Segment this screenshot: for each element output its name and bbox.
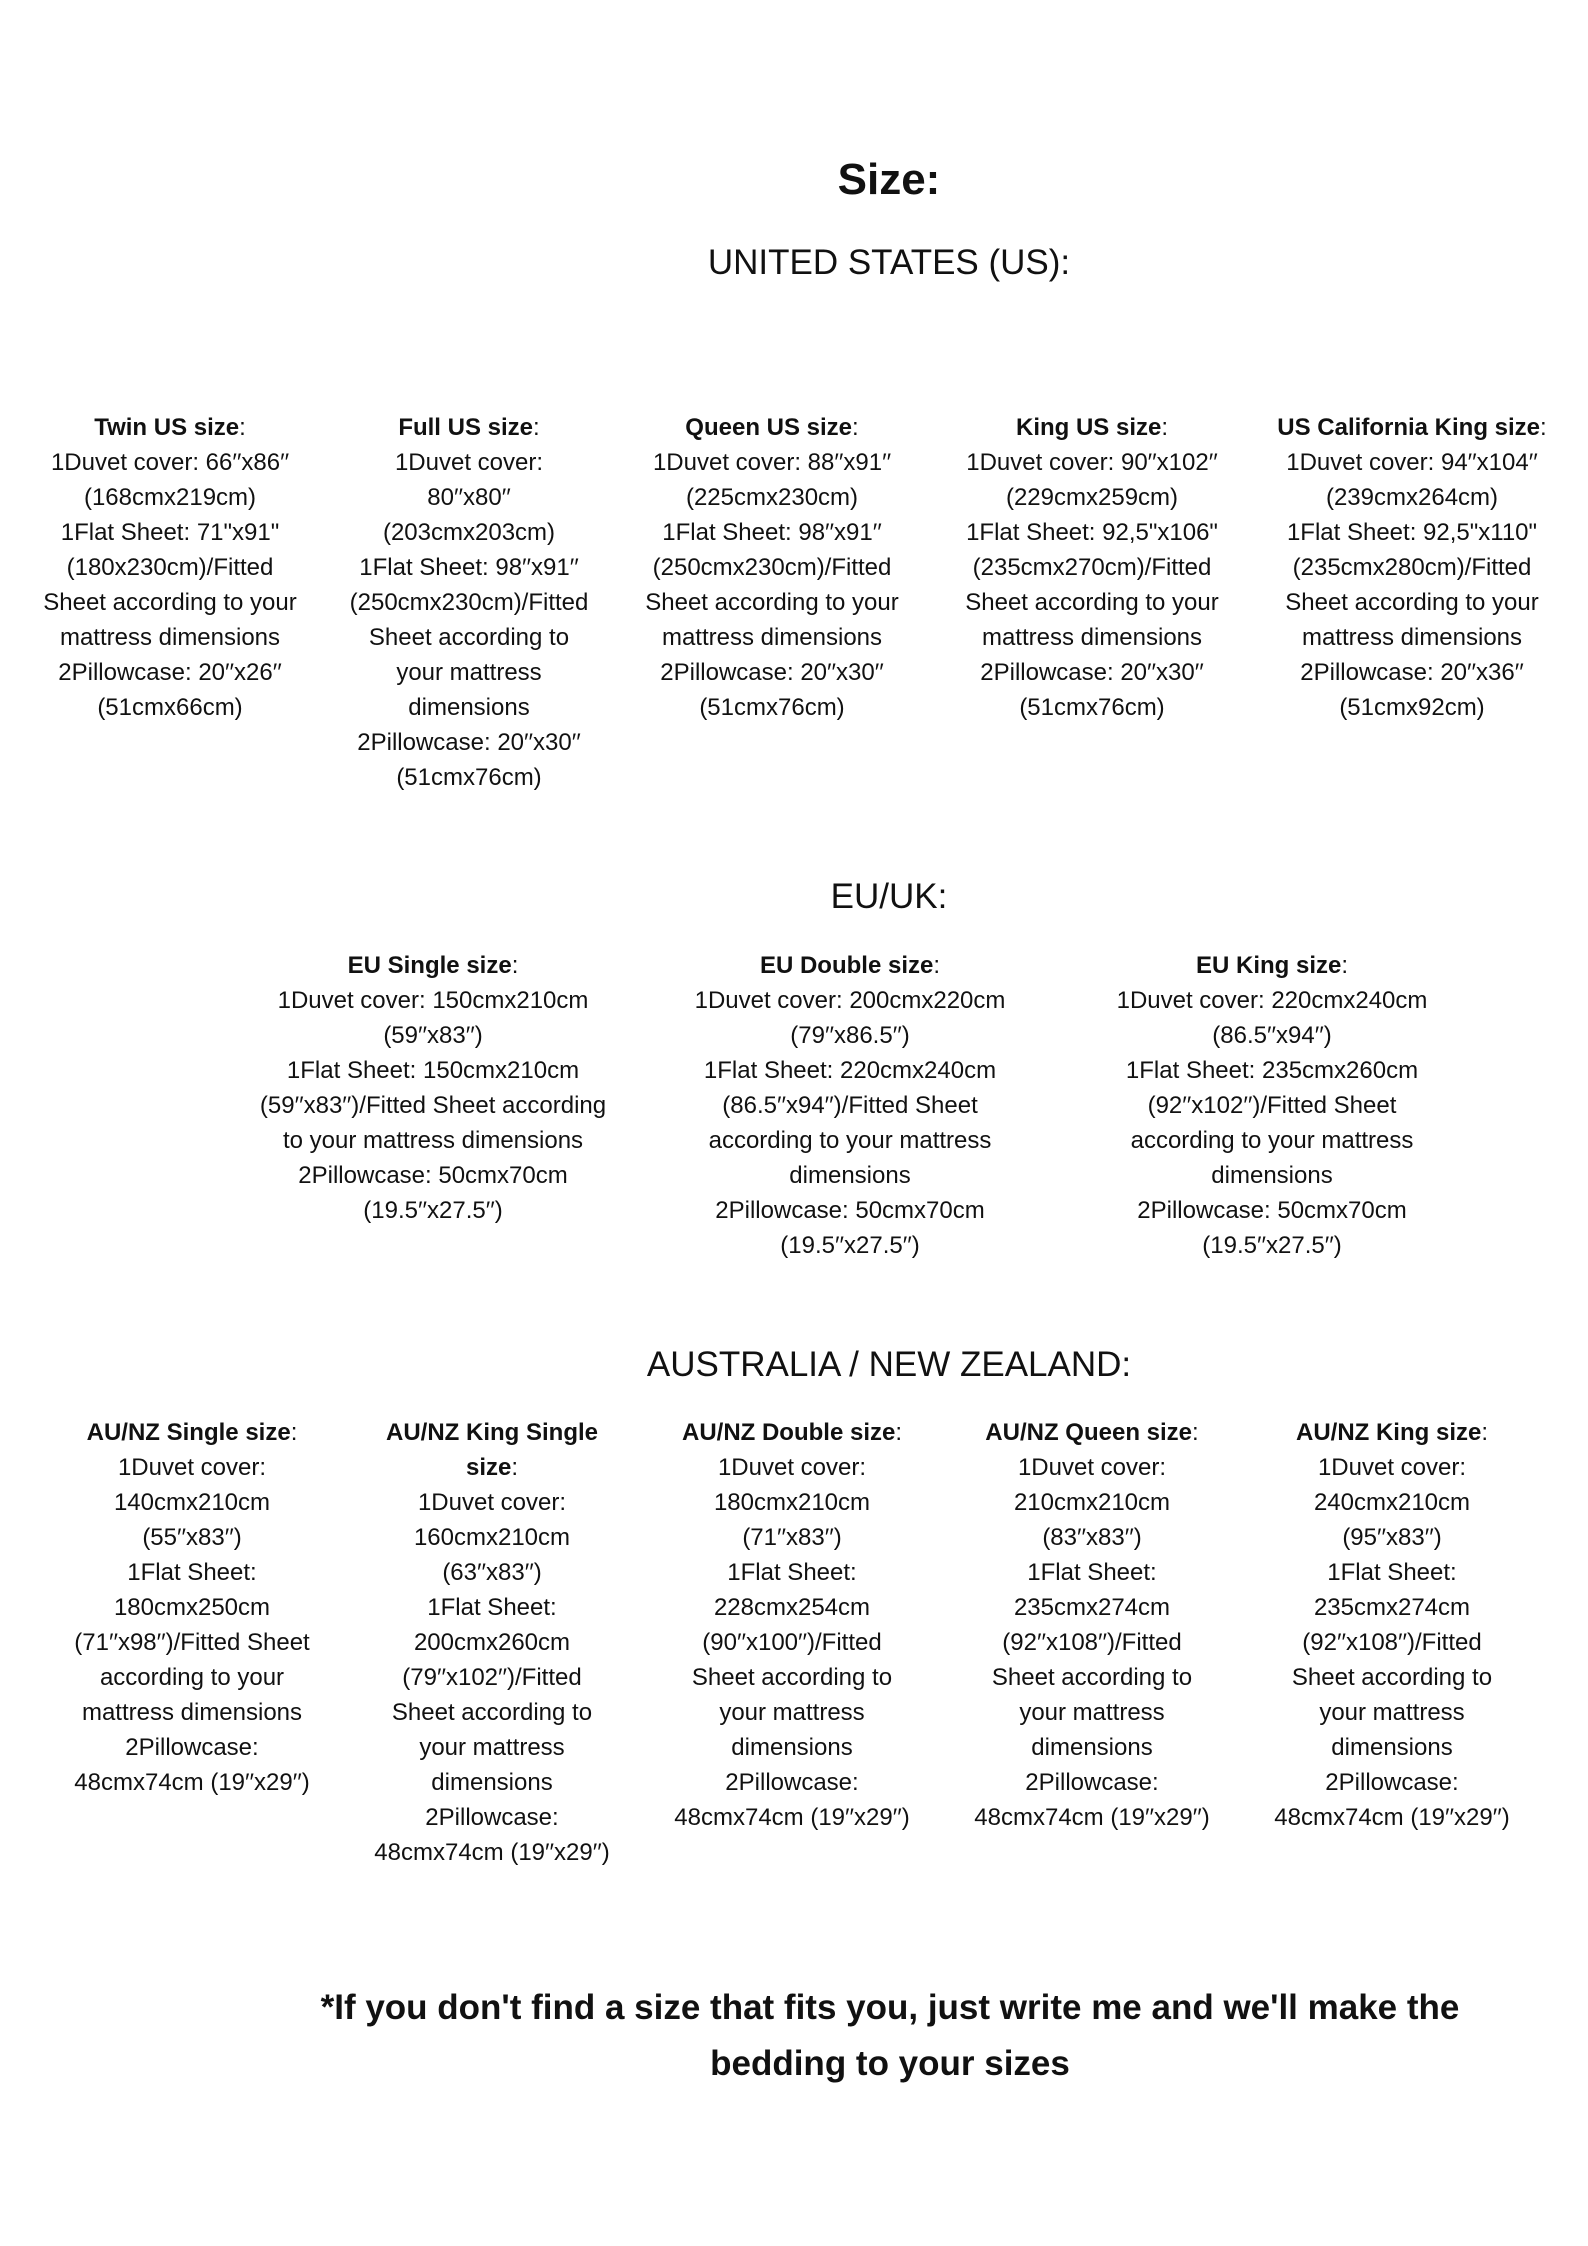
size-name-line [1262, 410, 1562, 445]
size-detail-line: 1Duvet cover: [1317, 1454, 1467, 1481]
size-name-line [670, 948, 1030, 983]
footnote-line-1: *If you don't find a size that fits you, just write me and we'll make the [320, 1988, 1460, 2027]
size-detail-line: (59′′x83′′) [383, 1022, 483, 1049]
size-detail-line: 2Pillowcase: [425, 1804, 559, 1831]
size-detail-line: 210cmx210cm [1013, 1489, 1171, 1516]
size-detail-line: 1Duvet cover: [417, 1489, 567, 1516]
size-name-line [942, 410, 1242, 445]
size-name: EU Double size [759, 952, 934, 979]
size-name: King US size [1015, 414, 1162, 441]
size-name-suffix: : [933, 952, 941, 979]
size-detail-line: your mattress [719, 1699, 865, 1726]
size-detail-line: 48cmx74cm (19′′x29′′) [74, 1769, 310, 1796]
size-detail-line: 1Duvet cover: [717, 1454, 867, 1481]
size-detail-line: (51cmx92cm) [1339, 694, 1485, 721]
size-detail-line: 240cmx210cm [1313, 1489, 1471, 1516]
size-detail-line: 2Pillowcase: 50cmx70cm [715, 1197, 985, 1224]
size-detail-line: 235cmx274cm [1313, 1594, 1471, 1621]
size-name-line [228, 948, 638, 983]
size-detail-line: (90′′x100′′)/Fitted [702, 1629, 882, 1656]
size-name-suffix: : [1161, 414, 1169, 441]
size-name: AU/NZ Single size [86, 1419, 291, 1446]
size-detail-line: mattress dimensions [81, 1699, 303, 1726]
size-detail-line: (55′′x83′′) [142, 1524, 242, 1551]
size-detail-line: 1Duvet cover: 90′′x102′′ [966, 449, 1218, 476]
size-detail-line: 80′′x80′′ [427, 484, 511, 511]
size-detail-line: Sheet according to your [1285, 589, 1539, 616]
size-detail-line: your mattress [1019, 1699, 1165, 1726]
size-block-eu-king [1092, 948, 1452, 1263]
eu-section-heading: EU/UK: [830, 877, 948, 916]
size-detail-line: (203cmx203cm) [382, 519, 556, 546]
size-detail-line: (239cmx264cm) [1325, 484, 1499, 511]
size-detail-line: (235cmx280cm)/Fitted [1292, 554, 1532, 581]
size-detail-line: (86.5′′x94′′) [1212, 1022, 1332, 1049]
size-detail-line: 48cmx74cm (19′′x29′′) [1274, 1804, 1510, 1831]
size-detail-line: 228cmx254cm [713, 1594, 871, 1621]
size-detail-line: mattress dimensions [1301, 624, 1523, 651]
size-detail-line: (250cmx230cm)/Fitted [652, 554, 892, 581]
size-detail-line: (19.5′′x27.5′′) [1202, 1232, 1342, 1259]
size-name: Twin US size [94, 414, 240, 441]
size-detail-line: dimensions [731, 1734, 853, 1761]
size-detail-line: 1Duvet cover: [394, 449, 544, 476]
size-name-suffix: : [895, 1419, 903, 1446]
size-detail-line: your mattress [419, 1734, 565, 1761]
size-detail-line: 1Flat Sheet: 92,5"x110" [1286, 519, 1538, 546]
size-detail-line: 2Pillowcase: 20′′x26′′ [58, 659, 282, 686]
footnote-line-2: bedding to your sizes [710, 2044, 1070, 2083]
size-detail-line: Sheet according to [691, 1664, 893, 1691]
au-section-heading: AUSTRALIA / NEW ZEALAND: [646, 1345, 1132, 1384]
size-detail-line: 1Flat Sheet: 220cmx240cm [703, 1057, 997, 1084]
size-name-line [942, 1415, 1242, 1450]
size-detail-line: (235cmx270cm)/Fitted [972, 554, 1212, 581]
size-name-line [42, 1415, 342, 1450]
size-name-suffix: : [290, 1419, 298, 1446]
size-detail-line: 1Flat Sheet: 92,5"x106" [966, 519, 1218, 546]
size-detail-line: 2Pillowcase: [1025, 1769, 1159, 1796]
size-detail-line: Sheet according to your [43, 589, 297, 616]
size-detail-line: (51cmx76cm) [396, 764, 542, 791]
size-name-suffix: : [852, 414, 859, 441]
size-detail-line: (92′′x108′′)/Fitted [1302, 1629, 1482, 1656]
size-detail-line: your mattress [396, 659, 542, 686]
size-name-suffix: : [1341, 952, 1349, 979]
size-name: Full US size [398, 414, 534, 441]
size-detail-line: mattress dimensions [59, 624, 281, 651]
size-detail-line: dimensions [1031, 1734, 1153, 1761]
size-detail-line: 235cmx274cm [1013, 1594, 1171, 1621]
size-block-eu-double [670, 948, 1030, 1263]
size-name-suffix: : [1540, 414, 1547, 441]
size-detail-line: (51cmx76cm) [1019, 694, 1165, 721]
size-name-line [342, 1415, 642, 1450]
size-detail-line: (71′′x98′′)/Fitted Sheet [74, 1629, 310, 1656]
size-detail-line: 1Duvet cover: 88′′x91′′ [652, 449, 892, 476]
size-name-suffix: : [511, 952, 519, 979]
size-detail-line: (86.5′′x94′′)/Fitted Sheet [722, 1092, 978, 1119]
size-name-suffix: : [533, 414, 540, 441]
size-detail-line: (168cmx219cm) [83, 484, 257, 511]
size-detail-line: Sheet according to [991, 1664, 1193, 1691]
size-block-california-king-us [1262, 410, 1562, 725]
size-detail-line: (63′′x83′′) [442, 1559, 542, 1586]
size-detail-line: dimensions [789, 1162, 911, 1189]
size-detail-line: dimensions [1331, 1734, 1453, 1761]
size-detail-line: 2Pillowcase: 20′′x36′′ [1300, 659, 1524, 686]
size-detail-line: 1Flat Sheet: 235cmx260cm [1125, 1057, 1419, 1084]
size-detail-line: 1Duvet cover: [117, 1454, 267, 1481]
size-name-suffix: : [1192, 1419, 1199, 1446]
size-detail-line: (51cmx66cm) [97, 694, 243, 721]
size-detail-line: mattress dimensions [661, 624, 883, 651]
us-section-heading: UNITED STATES (US): [707, 243, 1071, 282]
size-name-line [342, 1450, 642, 1485]
size-name: AU/NZ Queen size [985, 1419, 1193, 1446]
size-name: AU/NZ Double size [681, 1419, 896, 1446]
size-detail-line: Sheet according to [368, 624, 570, 651]
size-name: Queen US size [685, 414, 853, 441]
size-detail-line: 1Flat Sheet: [1327, 1559, 1457, 1586]
size-detail-line: (51cmx76cm) [699, 694, 845, 721]
size-name-suffix: : [511, 1454, 519, 1481]
size-block-au-queen [942, 1415, 1242, 1835]
size-block-au-double [642, 1415, 942, 1835]
size-name-line [1242, 1415, 1542, 1450]
size-detail-line: according to your mattress [708, 1127, 992, 1154]
size-detail-line: (95′′x83′′) [1342, 1524, 1442, 1551]
size-block-au-king [1242, 1415, 1542, 1835]
size-detail-line: 160cmx210cm [413, 1524, 571, 1551]
size-block-queen-us [622, 410, 922, 725]
size-name: AU/NZ King size [1295, 1419, 1482, 1446]
size-detail-line: (180x230cm)/Fitted [66, 554, 274, 581]
size-detail-line: Sheet according to [391, 1699, 593, 1726]
size-detail-line: 2Pillowcase: 20′′x30′′ [980, 659, 1204, 686]
size-detail-line: 48cmx74cm (19′′x29′′) [674, 1804, 910, 1831]
size-detail-line: 2Pillowcase: [1325, 1769, 1459, 1796]
size-name: size [465, 1454, 512, 1481]
size-detail-line: Sheet according to [1291, 1664, 1493, 1691]
size-detail-line: to your mattress dimensions [282, 1127, 584, 1154]
size-detail-line: 1Flat Sheet: [1027, 1559, 1157, 1586]
size-detail-line: mattress dimensions [981, 624, 1203, 651]
size-name-suffix: : [239, 414, 246, 441]
size-block-king-us [942, 410, 1242, 725]
size-detail-line: 1Duvet cover: [1017, 1454, 1167, 1481]
size-block-full-us [328, 410, 610, 795]
size-detail-line: (225cmx230cm) [685, 484, 859, 511]
size-detail-line: 1Flat Sheet: [427, 1594, 557, 1621]
size-detail-line: 2Pillowcase: 50cmx70cm [1137, 1197, 1407, 1224]
size-detail-line: (79′′x102′′)/Fitted [402, 1664, 582, 1691]
size-detail-line: 1Flat Sheet: [127, 1559, 257, 1586]
size-detail-line: (83′′x83′′) [1042, 1524, 1142, 1551]
size-name: EU King size [1195, 952, 1342, 979]
size-detail-line: 2Pillowcase: [125, 1734, 259, 1761]
size-detail-line: 1Duvet cover: 220cmx240cm [1116, 987, 1428, 1014]
size-detail-line: 2Pillowcase: 20′′x30′′ [357, 729, 581, 756]
size-detail-line: according to your mattress [1130, 1127, 1414, 1154]
size-detail-line: (79′′x86.5′′) [790, 1022, 910, 1049]
size-name-line [622, 410, 922, 445]
size-detail-line: (229cmx259cm) [1005, 484, 1179, 511]
size-detail-line: your mattress [1319, 1699, 1465, 1726]
size-detail-line: 140cmx210cm [113, 1489, 271, 1516]
size-block-au-king-single [342, 1415, 642, 1870]
size-name-line [20, 410, 320, 445]
size-name: US California King size [1277, 414, 1541, 441]
size-detail-line: 1Flat Sheet: [727, 1559, 857, 1586]
size-detail-line: dimensions [408, 694, 530, 721]
size-detail-line: 200cmx260cm [413, 1629, 571, 1656]
size-detail-line: (19.5′′x27.5′′) [780, 1232, 920, 1259]
size-detail-line: 1Duvet cover: 150cmx210cm [277, 987, 589, 1014]
size-detail-line: 2Pillowcase: 50cmx70cm [298, 1162, 568, 1189]
size-detail-line: 1Duvet cover: 66′′x86′′ [50, 449, 290, 476]
size-name-line [642, 1415, 942, 1450]
size-detail-line: (19.5′′x27.5′′) [363, 1197, 503, 1224]
size-detail-line: 48cmx74cm (19′′x29′′) [974, 1804, 1210, 1831]
size-detail-line: 1Flat Sheet: 98′′x91′′ [662, 519, 882, 546]
size-detail-line: dimensions [431, 1769, 553, 1796]
size-detail-line: (59′′x83′′)/Fitted Sheet according [259, 1092, 607, 1119]
size-detail-line: 180cmx210cm [713, 1489, 871, 1516]
size-detail-line: (71′′x83′′) [742, 1524, 842, 1551]
size-detail-line: dimensions [1211, 1162, 1333, 1189]
size-detail-line: 180cmx250cm [113, 1594, 271, 1621]
size-detail-line: 1Duvet cover: 94′′x104′′ [1286, 449, 1538, 476]
page-title: Size: [837, 155, 941, 204]
size-detail-line: 1Duvet cover: 200cmx220cm [694, 987, 1006, 1014]
size-detail-line: 2Pillowcase: [725, 1769, 859, 1796]
size-block-eu-single [228, 948, 638, 1228]
size-detail-line: 1Flat Sheet: 71"x91" [60, 519, 280, 546]
size-detail-line: (92′′x102′′)/Fitted Sheet [1147, 1092, 1397, 1119]
size-detail-line: according to your [99, 1664, 285, 1691]
size-name-line [1092, 948, 1452, 983]
size-name: AU/NZ King Single [386, 1419, 598, 1446]
size-detail-line: 1Flat Sheet: 150cmx210cm [286, 1057, 580, 1084]
size-detail-line: 1Flat Sheet: 98′′x91′′ [359, 554, 579, 581]
size-name: EU Single size [347, 952, 512, 979]
size-name-suffix: : [1481, 1419, 1488, 1446]
size-block-twin-us [20, 410, 320, 725]
size-block-au-single [42, 1415, 342, 1800]
size-detail-line: 2Pillowcase: 20′′x30′′ [660, 659, 884, 686]
size-detail-line: Sheet according to your [965, 589, 1219, 616]
custom-size-footnote [240, 1980, 1540, 2092]
size-detail-line: Sheet according to your [645, 589, 899, 616]
size-detail-line: 48cmx74cm (19′′x29′′) [374, 1839, 610, 1866]
size-name-line [328, 410, 610, 445]
size-detail-line: (250cmx230cm)/Fitted [349, 589, 589, 616]
size-detail-line: (92′′x108′′)/Fitted [1002, 1629, 1182, 1656]
